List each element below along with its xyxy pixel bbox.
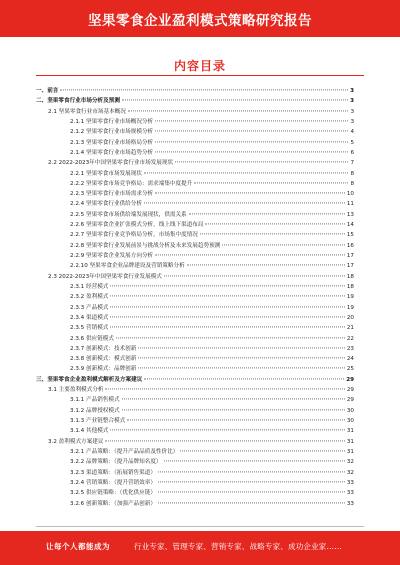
toc-leader-dots bbox=[158, 492, 345, 493]
toc-entry-page: 31 bbox=[346, 438, 354, 445]
toc-entry-page: 33 bbox=[346, 500, 354, 507]
toc-leader-dots bbox=[128, 110, 349, 111]
toc-entry-page: 3 bbox=[350, 88, 354, 94]
toc-leader-dots bbox=[164, 275, 345, 276]
toc-leader-dots bbox=[144, 203, 345, 204]
toc-leader-dots bbox=[155, 151, 348, 152]
toc-entry-page: 16 bbox=[346, 242, 354, 249]
footer-bar bbox=[0, 531, 400, 565]
toc-entry-page: 4 bbox=[350, 129, 354, 136]
toc-entry-page: 17 bbox=[346, 253, 354, 259]
toc-entry-page: 3 bbox=[350, 98, 354, 105]
toc-entry-label: 2.3.2 盈利模式 bbox=[70, 294, 109, 301]
toc-entry-label: 2.3.1 经营模式 bbox=[70, 283, 109, 290]
toc-leader-dots bbox=[155, 141, 348, 142]
toc-divider-bottom bbox=[36, 526, 364, 527]
toc-entry-page: 30 bbox=[346, 407, 354, 414]
toc-entry[interactable] bbox=[36, 468, 354, 478]
toc-entry-label: 2.3.3 产品模式 bbox=[70, 304, 109, 311]
toc-entry-label: 2.2.8 坚果零食行业发展前景与挑战分析及未来发展趋势预测 bbox=[70, 242, 221, 249]
toc-entry[interactable] bbox=[36, 230, 354, 240]
toc-entry-page: 29 bbox=[346, 387, 354, 394]
toc-leader-dots bbox=[110, 285, 344, 286]
toc-entry-page: 32 bbox=[346, 469, 354, 476]
toc-leader-dots bbox=[110, 306, 344, 307]
toc-entry-label: 2.3.9 创新模式：品牌创新 bbox=[70, 366, 137, 373]
toc-leader-dots bbox=[155, 193, 345, 194]
toc-entry[interactable] bbox=[36, 457, 354, 467]
footer-tagline: 行业专家、管理专家、营销专家、战略专家、成功企业家…… bbox=[134, 542, 342, 551]
toc-entry[interactable] bbox=[36, 96, 354, 106]
toc-entry[interactable] bbox=[36, 169, 354, 179]
toc-leader-dots bbox=[222, 244, 345, 245]
toc-entry-page: 32 bbox=[346, 459, 354, 466]
toc-leader-dots bbox=[180, 450, 345, 451]
toc-entry-page: 19 bbox=[346, 304, 354, 311]
toc-entry-page: 11 bbox=[346, 201, 354, 208]
toc-entry[interactable] bbox=[36, 447, 354, 457]
toc-entry[interactable] bbox=[36, 426, 354, 436]
toc-entry[interactable] bbox=[36, 499, 354, 509]
toc-leader-dots bbox=[194, 182, 348, 183]
toc-entry[interactable] bbox=[36, 323, 354, 333]
toc-entry[interactable] bbox=[36, 86, 354, 96]
toc-entry-label: 2.1.2 坚果零食行业市场规模分析 bbox=[70, 129, 154, 136]
toc-entry-page: 5 bbox=[350, 139, 354, 146]
toc-entry-page: 30 bbox=[346, 418, 354, 424]
toc-leader-dots bbox=[144, 172, 348, 173]
toc-entry-label: 一、前言 bbox=[36, 88, 59, 94]
toc-leader-dots bbox=[127, 419, 345, 420]
toc-leader-dots bbox=[158, 502, 345, 503]
toc-entry[interactable] bbox=[36, 406, 354, 416]
toc-entry-label: 3.2.1 产品策略：（提升产品品质及性价比） bbox=[70, 448, 179, 455]
toc-leader-dots bbox=[138, 368, 345, 369]
toc-leader-dots bbox=[164, 461, 345, 462]
toc-entry[interactable] bbox=[36, 210, 354, 220]
toc-entry[interactable] bbox=[36, 354, 354, 364]
toc-entry-page: 22 bbox=[346, 335, 354, 342]
toc-entry-page: 17 bbox=[346, 263, 354, 270]
toc-entry-label: 3.2.5 供应链策略：（优化供应链） bbox=[70, 490, 156, 497]
toc-entry-label: 2.2.3 坚果零食行业市场需求分析 bbox=[70, 191, 154, 198]
toc-entry-page: 20 bbox=[346, 314, 354, 321]
toc-entry-page: 19 bbox=[346, 294, 354, 301]
table-of-contents bbox=[36, 86, 354, 509]
toc-leader-dots bbox=[122, 399, 345, 400]
toc-leader-dots bbox=[138, 347, 345, 348]
toc-leader-dots bbox=[110, 296, 344, 297]
toc-entry-label: 2.3 2022-2023年中国坚果零食行业发展模式 bbox=[48, 273, 162, 280]
toc-entry-page: 23 bbox=[346, 345, 354, 352]
toc-entry-label: 2.3.4 渠道模式 bbox=[70, 314, 109, 321]
toc-entry-page: 21 bbox=[346, 325, 354, 332]
toc-entry[interactable] bbox=[36, 199, 354, 209]
toc-divider-top bbox=[36, 75, 364, 76]
toc-leader-dots bbox=[144, 378, 344, 379]
toc-entry-label: 三、坚果零食企业盈利模式解析及方案建议 bbox=[36, 376, 143, 383]
toc-leader-dots bbox=[105, 440, 344, 441]
toc-entry-page: 31 bbox=[346, 428, 354, 435]
toc-entry-label: 2.3.6 供应链模式 bbox=[70, 335, 114, 342]
report-title: 坚果零食企业盈利模式策略研究报告 bbox=[88, 13, 312, 29]
toc-leader-dots bbox=[158, 481, 345, 482]
toc-entry-label: 2.2.1 坚果零食市场发展现状 bbox=[70, 170, 142, 177]
toc-entry[interactable] bbox=[36, 416, 354, 426]
toc-entry-label: 2.2.4 坚果零食行业供给分析 bbox=[70, 201, 142, 208]
toc-entry-label: 2.1.4 坚果零食行业市场趋势分析 bbox=[70, 149, 154, 156]
toc-entry-label: 2.2.6 坚果零食企业扩张模式分析，线上线下渠道布局 bbox=[70, 222, 204, 229]
toc-heading: 内容目录 bbox=[173, 59, 226, 73]
toc-entry[interactable] bbox=[36, 148, 354, 158]
toc-entry-page: 3 bbox=[350, 118, 354, 125]
toc-entry-label: 2.2.9 坚果零食企业发展方向分析 bbox=[70, 253, 154, 259]
toc-entry-page: 18 bbox=[346, 273, 354, 280]
toc-entry[interactable] bbox=[36, 375, 354, 385]
toc-entry-page: 33 bbox=[346, 479, 354, 486]
toc-entry-page: 8 bbox=[350, 170, 354, 177]
toc-leader-dots bbox=[187, 265, 345, 266]
toc-entry-label: 3.1.2 品牌授权模式 bbox=[70, 407, 120, 414]
toc-entry-page: 10 bbox=[346, 191, 354, 198]
toc-entry-label: 2.1.3 坚果零食行业市场格局分析 bbox=[70, 139, 154, 146]
toc-leader-dots bbox=[122, 409, 345, 410]
toc-entry-page: 18 bbox=[346, 283, 354, 290]
toc-entry-label: 3.1 主要盈利模式分析 bbox=[48, 387, 104, 394]
toc-entry-page: 29 bbox=[346, 397, 354, 404]
toc-entry[interactable] bbox=[36, 395, 354, 405]
toc-entry[interactable] bbox=[36, 303, 354, 313]
toc-leader-dots bbox=[110, 327, 344, 328]
toc-entry-label: 2.3.5 营销模式 bbox=[70, 325, 109, 332]
toc-entry-page: 15 bbox=[346, 232, 354, 239]
toc-leader-dots bbox=[155, 120, 348, 121]
toc-entry-label: 2.2.10 坚果零食企业品牌建设及营销策略分析 bbox=[70, 263, 185, 270]
toc-entry-label: 3.2.6 创新策略：（加强产品创新） bbox=[70, 500, 156, 507]
toc-entry[interactable] bbox=[36, 313, 354, 323]
toc-entry-label: 3.2 盈利模式方案建议 bbox=[48, 438, 104, 445]
toc-entry[interactable] bbox=[36, 158, 354, 168]
toc-entry-label: 3.2.2 品牌策略：（提升品牌知名度） bbox=[70, 459, 162, 466]
toc-entry[interactable] bbox=[36, 241, 354, 251]
toc-leader-dots bbox=[189, 213, 345, 214]
toc-leader-dots bbox=[60, 89, 348, 90]
toc-entry-page: 24 bbox=[346, 356, 354, 363]
toc-entry-label: 3.2.4 营销策略：（提升营销效率） bbox=[70, 479, 156, 486]
toc-entry[interactable] bbox=[36, 364, 354, 374]
toc-entry-page: 8 bbox=[350, 180, 354, 187]
toc-entry[interactable] bbox=[36, 251, 354, 261]
toc-entry[interactable] bbox=[36, 488, 354, 498]
toc-entry[interactable] bbox=[36, 127, 354, 137]
toc-entry[interactable] bbox=[36, 179, 354, 189]
toc-entry-label: 2.2.2 坚果零食市场竞争格局：需求端集中度提升 bbox=[70, 180, 193, 187]
toc-entry-label: 3.1.3 产业链整合模式 bbox=[70, 418, 126, 424]
toc-entry[interactable] bbox=[36, 138, 354, 148]
toc-entry-page: 6 bbox=[350, 149, 354, 156]
toc-entry-label: 2.2 2022-2023年中国坚果零食行业市场发展现状 bbox=[48, 160, 174, 167]
toc-leader-dots bbox=[105, 388, 344, 389]
toc-entry[interactable] bbox=[36, 478, 354, 488]
toc-entry-label: 2.3.7 创新模式：技术创新 bbox=[70, 345, 137, 352]
toc-entry[interactable] bbox=[36, 220, 354, 230]
toc-entry[interactable] bbox=[36, 344, 354, 354]
toc-entry-label: 3.2.3 渠道策略：（拓展销售渠道） bbox=[70, 469, 156, 476]
toc-entry[interactable] bbox=[36, 292, 354, 302]
toc-leader-dots bbox=[158, 471, 345, 472]
toc-entry[interactable] bbox=[36, 272, 354, 282]
toc-leader-dots bbox=[205, 223, 344, 224]
toc-entry-page: 14 bbox=[346, 222, 354, 229]
toc-leader-dots bbox=[110, 316, 344, 317]
toc-entry-label: 3.1.4 其他模式 bbox=[70, 428, 109, 435]
toc-entry-label: 二、坚果零食行业市场分析及预测 bbox=[36, 98, 120, 105]
toc-entry-page: 25 bbox=[346, 366, 354, 373]
toc-entry[interactable] bbox=[36, 189, 354, 199]
toc-entry[interactable] bbox=[36, 334, 354, 344]
toc-entry-page: 7 bbox=[350, 160, 354, 167]
toc-entry-label: 2.3.8 创新模式：模式创新 bbox=[70, 356, 137, 363]
toc-entry-label: 3.1.1 产品销售模式 bbox=[70, 397, 120, 404]
toc-entry-page: 31 bbox=[346, 448, 354, 455]
toc-entry-label: 2.2.5 坚果零食市场供给端发展现状，供需关系 bbox=[70, 211, 187, 218]
toc-entry[interactable] bbox=[36, 107, 354, 117]
toc-entry-label: 2.1.1 坚果零食行业市场概况分析 bbox=[70, 118, 154, 125]
toc-leader-dots bbox=[110, 430, 344, 431]
toc-leader-dots bbox=[116, 337, 345, 338]
toc-entry[interactable] bbox=[36, 282, 354, 292]
toc-leader-dots bbox=[155, 254, 345, 255]
toc-entry[interactable] bbox=[36, 261, 354, 271]
toc-leader-dots bbox=[122, 100, 348, 101]
toc-entry-page: 33 bbox=[346, 490, 354, 497]
toc-entry-page: 29 bbox=[346, 376, 354, 383]
toc-leader-dots bbox=[175, 162, 348, 163]
toc-leader-dots bbox=[138, 358, 345, 359]
toc-leader-dots bbox=[200, 234, 345, 235]
footer-slogan: 让每个人都能成为 bbox=[46, 542, 110, 551]
toc-entry-page: 3 bbox=[350, 108, 354, 115]
toc-leader-dots bbox=[155, 131, 348, 132]
toc-entry[interactable] bbox=[36, 385, 354, 395]
header-bar bbox=[0, 0, 400, 37]
toc-entry-page: 13 bbox=[346, 211, 354, 218]
toc-entry[interactable] bbox=[36, 437, 354, 447]
toc-entry-label: 2.2.7 坚果零食行业竞争格局分析，市场集中度情况 bbox=[70, 232, 198, 239]
toc-entry[interactable] bbox=[36, 117, 354, 127]
toc-entry-label: 2.1 坚果零食行业市场基本概况 bbox=[48, 108, 126, 115]
